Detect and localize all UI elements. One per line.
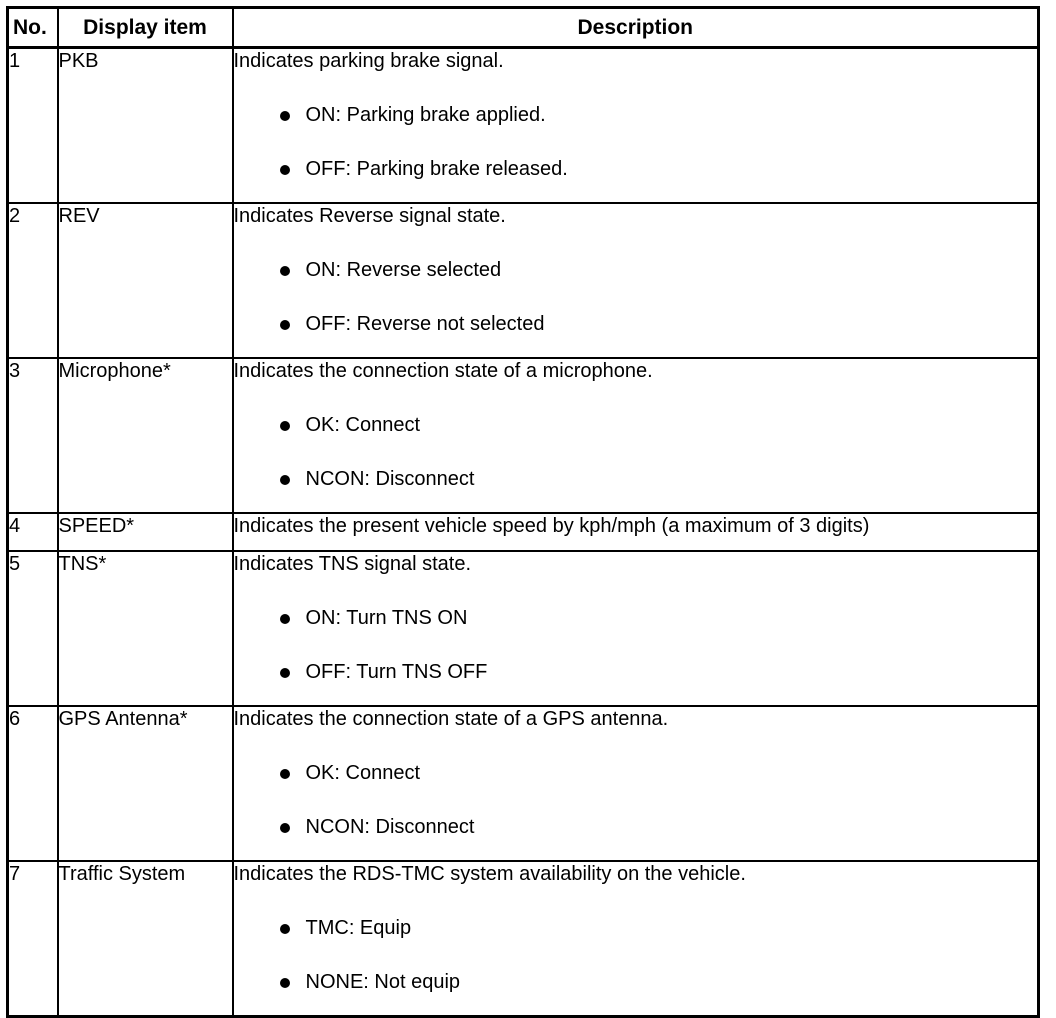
description-text: Indicates the RDS-TMC system availability on the vehicle. <box>233 863 746 885</box>
table-row <box>8 513 1039 551</box>
bullet-list <box>234 103 1038 181</box>
description-cell <box>233 513 1039 551</box>
bullet-list <box>234 606 1038 684</box>
list-item <box>234 413 1038 437</box>
bullet-dot-icon <box>280 266 290 276</box>
bullet-dot-icon <box>280 978 290 988</box>
list-item <box>234 312 1038 336</box>
bullet-dot-icon <box>280 924 290 934</box>
display-item: Microphone* <box>58 358 233 513</box>
list-item <box>234 157 1038 181</box>
bullet-text: OFF: Parking brake released. <box>305 158 568 180</box>
bullet-dot-icon <box>280 769 290 779</box>
bullet-text: OFF: Reverse not selected <box>305 313 545 335</box>
description-cell <box>233 706 1039 861</box>
list-item <box>234 258 1038 282</box>
description-text: Indicates the present vehicle speed by kph/mph (a maximum of 3 digits) <box>233 515 870 537</box>
bullet-dot-icon <box>280 421 290 431</box>
description-text: Indicates TNS signal state. <box>233 553 472 575</box>
bullet-text: OK: Connect <box>305 762 421 784</box>
bullet-text: ON: Parking brake applied. <box>305 104 546 126</box>
table-row <box>8 48 1039 204</box>
row-number: 5 <box>8 551 58 706</box>
bullet-dot-icon <box>280 614 290 624</box>
bullet-dot-icon <box>280 111 290 121</box>
row-number: 6 <box>8 706 58 861</box>
display-item-table <box>6 6 1040 1018</box>
display-item: Traffic System <box>58 861 233 1017</box>
table-header-row <box>8 8 1039 48</box>
bullet-dot-icon <box>280 668 290 678</box>
bullet-list <box>234 916 1038 994</box>
table-row <box>8 706 1039 861</box>
bullet-text: OK: Connect <box>305 414 421 436</box>
table-row <box>8 551 1039 706</box>
description-text: Indicates the connection state of a GPS antenna. <box>233 708 669 730</box>
list-item <box>234 761 1038 785</box>
list-item <box>234 606 1038 630</box>
bullet-text: NCON: Disconnect <box>305 816 475 838</box>
description-cell <box>233 48 1039 204</box>
column-header-no: No. <box>8 8 58 48</box>
bullet-text: OFF: Turn TNS OFF <box>305 661 488 683</box>
list-item <box>234 970 1038 994</box>
description-cell <box>233 861 1039 1017</box>
bullet-text: TMC: Equip <box>305 917 412 939</box>
list-item <box>234 467 1038 491</box>
bullet-text: ON: Reverse selected <box>305 259 502 281</box>
row-number: 2 <box>8 203 58 358</box>
bullet-text: ON: Turn TNS ON <box>305 607 468 629</box>
table-row <box>8 358 1039 513</box>
display-item: REV <box>58 203 233 358</box>
column-header-display-item: Display item <box>58 8 233 48</box>
list-item <box>234 660 1038 684</box>
bullet-text: NCON: Disconnect <box>305 468 475 490</box>
bullet-list <box>234 258 1038 336</box>
table-row <box>8 861 1039 1017</box>
description-text: Indicates the connection state of a microphone. <box>233 360 653 382</box>
bullet-list <box>234 413 1038 491</box>
table-row <box>8 203 1039 358</box>
description-cell <box>233 551 1039 706</box>
display-item: TNS* <box>58 551 233 706</box>
row-number: 1 <box>8 48 58 204</box>
list-item <box>234 916 1038 940</box>
bullet-dot-icon <box>280 823 290 833</box>
bullet-text: NONE: Not equip <box>305 971 461 993</box>
list-item <box>234 815 1038 839</box>
list-item <box>234 103 1038 127</box>
display-item: SPEED* <box>58 513 233 551</box>
row-number: 3 <box>8 358 58 513</box>
display-item: PKB <box>58 48 233 204</box>
row-number: 7 <box>8 861 58 1017</box>
display-item: GPS Antenna* <box>58 706 233 861</box>
row-number: 4 <box>8 513 58 551</box>
description-text: Indicates Reverse signal state. <box>233 205 506 227</box>
bullet-dot-icon <box>280 165 290 175</box>
description-text: Indicates parking brake signal. <box>233 50 504 72</box>
bullet-dot-icon <box>280 320 290 330</box>
description-cell <box>233 203 1039 358</box>
bullet-dot-icon <box>280 475 290 485</box>
description-cell <box>233 358 1039 513</box>
bullet-list <box>234 761 1038 839</box>
column-header-description: Description <box>233 8 1039 48</box>
